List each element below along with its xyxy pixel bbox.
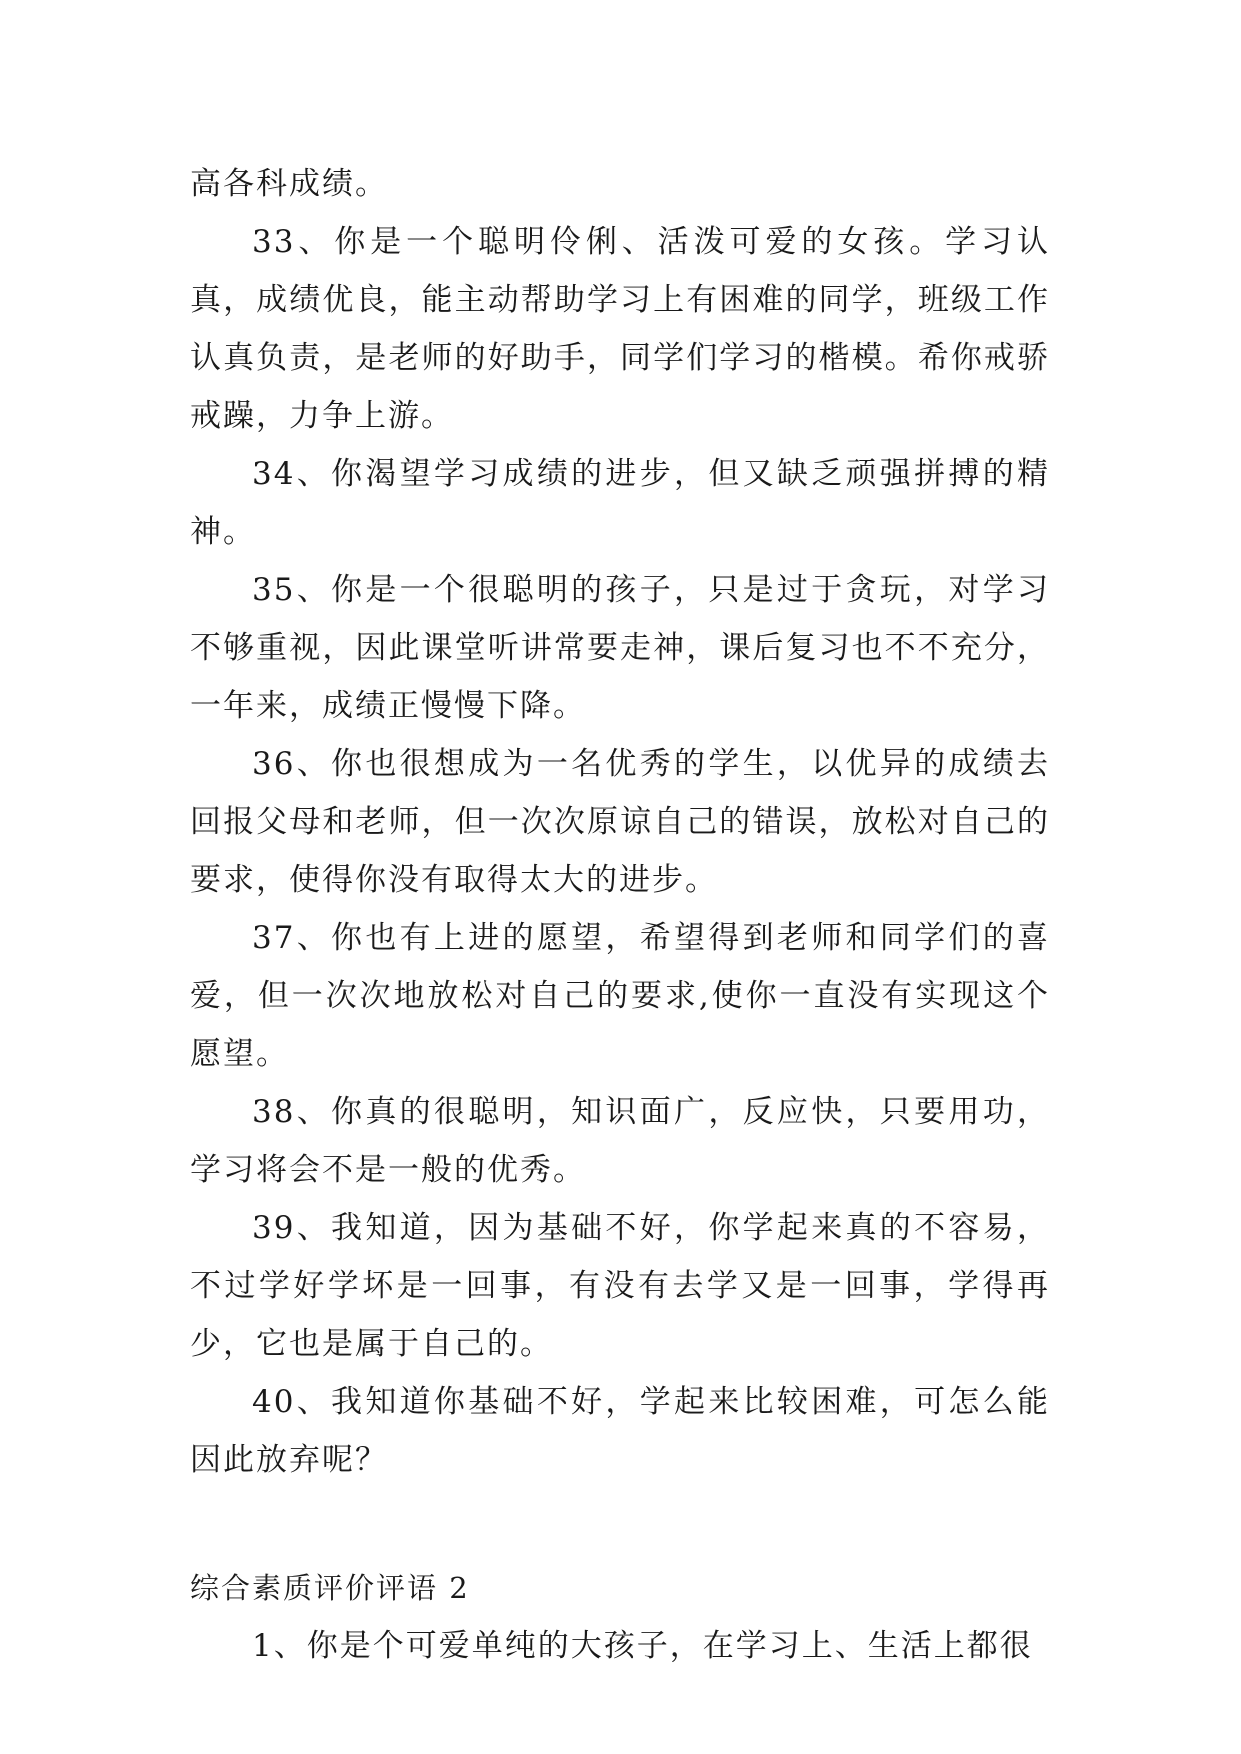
paragraph: 38、你真的很聪明，知识面广，反应快，只要用功，学习将会不是一般的优秀。 xyxy=(190,1094,1050,1188)
paragraph: 36、你也很想成为一名优秀的学生，以优异的成绩去回报父母和老师，但一次次原谅自己的错误，放松对自己的要求，使得你没有取得太大的进步。 xyxy=(190,746,1050,898)
paragraph: 34、你渴望学习成绩的进步，但又缺乏顽强拼搏的精神。 xyxy=(190,456,1050,550)
document-body xyxy=(190,155,1050,1675)
paragraph: 35、你是一个很聪明的孩子，只是过于贪玩，对学习不够重视，因此课堂听讲常要走神，课后复习也不不充分，一年来，成绩正慢慢下降。 xyxy=(190,572,1050,724)
paragraph: 39、我知道，因为基础不好，你学起来真的不容易，不过学好学坏是一回事，有没有去学又是一回事，学得再少，它也是属于自己的。 xyxy=(190,1210,1050,1362)
paragraph: 37、你也有上进的愿望，希望得到老师和同学们的喜爱，但一次次地放松对自己的要求,使你一直没有实现这个愿望。 xyxy=(190,920,1050,1072)
paragraph: 1、你是个可爱单纯的大孩子，在学习上、生活上都很 xyxy=(252,1628,1033,1664)
paragraph: 高各科成绩。 xyxy=(190,166,388,202)
paragraph: 40、我知道你基础不好，学起来比较困难，可怎么能因此放弃呢？ xyxy=(190,1384,1050,1478)
section-title: 综合素质评价评语 2 xyxy=(190,1571,470,1605)
paragraph: 33、你是一个聪明伶俐、活泼可爱的女孩。学习认真，成绩优良，能主动帮助学习上有困难的同学，班级工作认真负责，是老师的好助手，同学们学习的楷模。希你戒骄戒躁，力争上游。 xyxy=(190,224,1050,434)
